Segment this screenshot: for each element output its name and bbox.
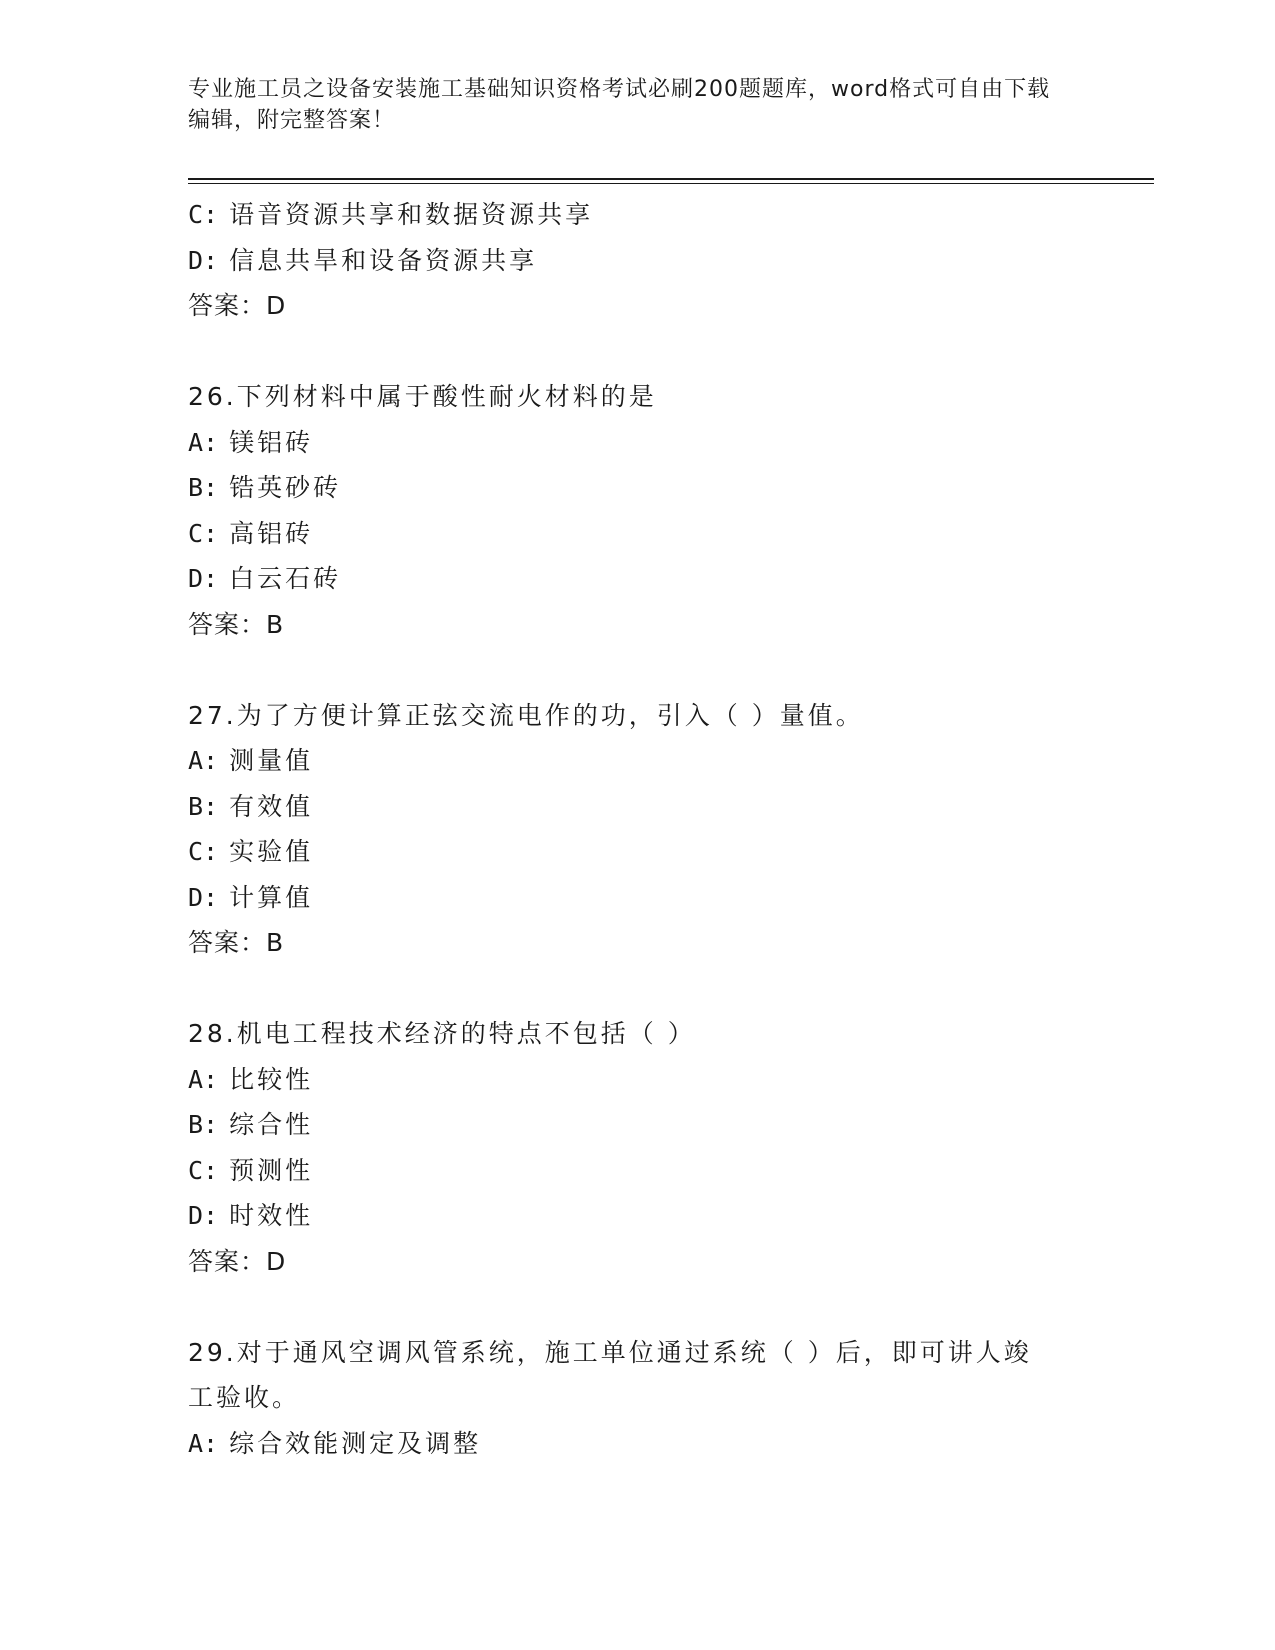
option-a: A: 镁铝砖 [188,427,314,457]
option-d: D: 计算值 [188,882,314,912]
answer-line: 答案：B [188,928,285,957]
option-c: C: 高铝砖 [188,518,314,548]
answer-line: 答案：D [188,291,287,320]
option-d: D: 信息共旱和设备资源共享 [188,245,538,275]
option-d: D: 时效性 [188,1201,314,1230]
question-title: 27.为了方便计算正弦交流电作的功，引入（ ）量值。 [188,700,864,730]
answer-line: 答案：D [188,1246,287,1276]
option-b: B: 锆英砂砖 [188,473,342,502]
option-a: A: 测量值 [188,746,314,775]
question-title-line-2: 工验收。 [188,1383,301,1412]
option-d: D: 白云石砖 [188,564,342,593]
question-title: 26.下列材料中属于酸性耐火材料的是 [188,382,657,411]
option-c: C: 实验值 [188,837,314,866]
header-rule-thin [188,183,1154,184]
question-title-line-1: 29.对于通风空调风管系统，施工单位通过系统（ ）后，即可讲人竣 [188,1337,1032,1367]
answer-line: 答案：B [188,609,285,639]
option-b: B: 有效值 [188,791,314,821]
option-a: A: 综合效能测定及调整 [188,1428,482,1458]
document-header: 专业施工员之设备安装施工基础知识资格考试必刷200题题库，word格式可自由下载编辑，附完整答案！ [188,77,1051,133]
option-c: C: 预测性 [188,1155,314,1185]
option-a: A: 比较性 [188,1064,314,1094]
option-b: B: 综合性 [188,1110,314,1139]
option-c: C: 语音资源共享和数据资源共享 [188,200,594,229]
header-rule-thick [188,178,1154,180]
question-title: 28.机电工程技术经济的特点不包括（ ） [188,1019,696,1048]
question-list [188,192,1088,1466]
